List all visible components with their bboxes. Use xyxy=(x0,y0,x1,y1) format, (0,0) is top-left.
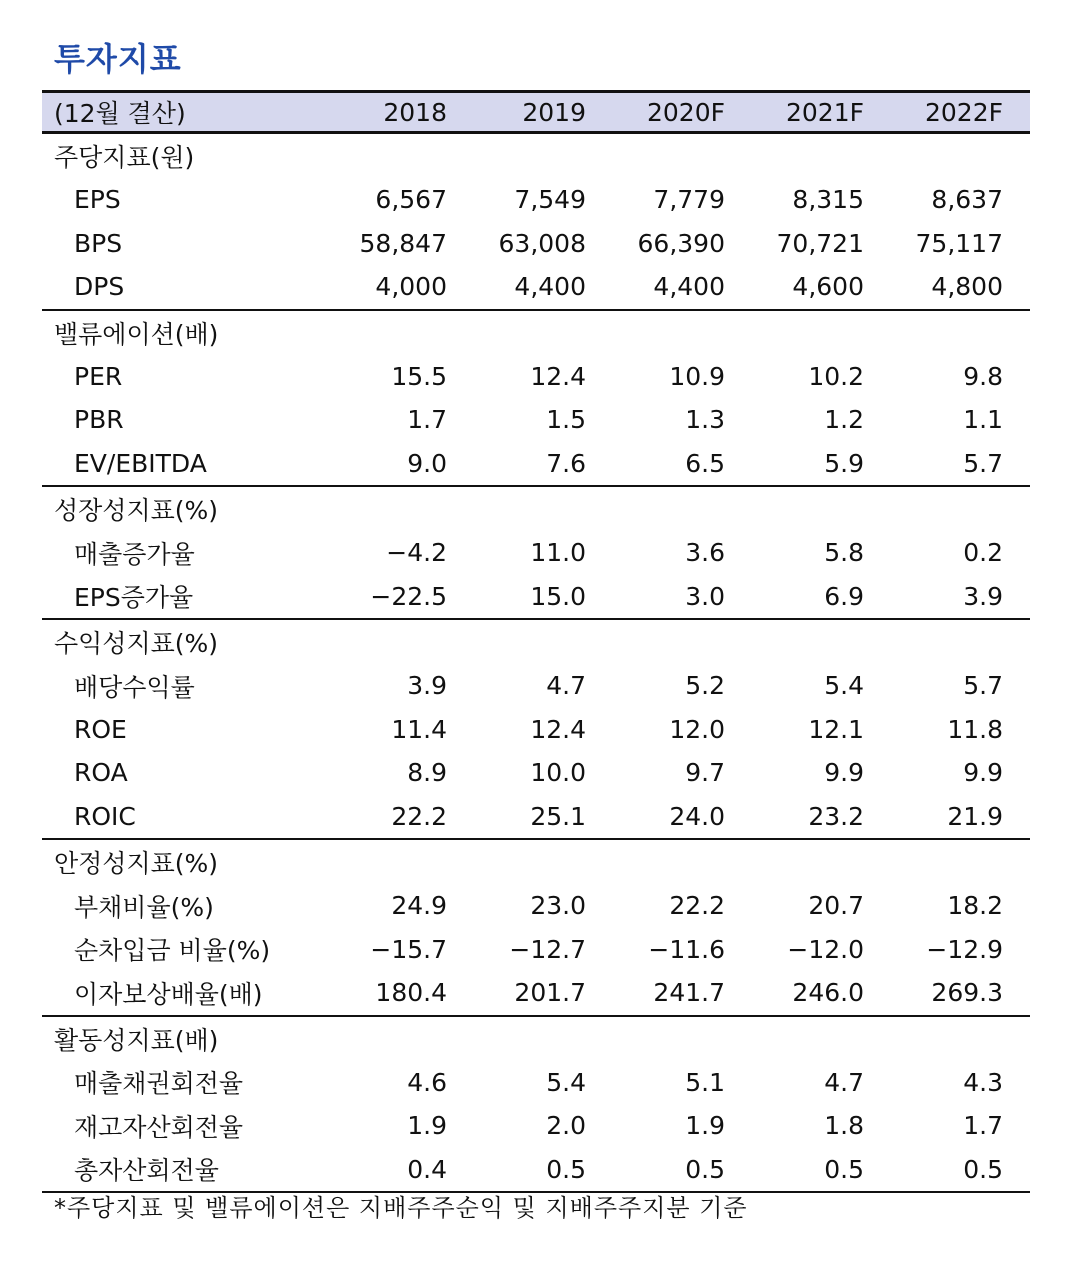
section-group xyxy=(42,620,1030,840)
row-value: 269.3 xyxy=(931,978,1003,1008)
header-year-2022f: 2022F xyxy=(924,97,1003,127)
row-value: 15.5 xyxy=(391,361,447,391)
section-group xyxy=(42,311,1030,488)
section-group xyxy=(42,134,1030,311)
row-value: −22.5 xyxy=(370,581,447,611)
row-value: 5.7 xyxy=(963,448,1003,478)
row-value: 4,800 xyxy=(931,272,1003,302)
table-row xyxy=(42,664,1030,708)
row-value: 1.7 xyxy=(407,405,447,435)
row-value: 23.2 xyxy=(808,801,864,831)
section-title: 활동성지표(배) xyxy=(54,1025,219,1055)
row-value: 0.4 xyxy=(407,1154,447,1184)
row-value: −15.7 xyxy=(370,934,447,964)
table-row xyxy=(42,708,1030,752)
table-row xyxy=(42,575,1030,619)
row-label: PBR xyxy=(74,405,124,435)
table-header xyxy=(42,90,1030,134)
row-value: 24.9 xyxy=(391,891,447,921)
row-label: ROIC xyxy=(74,801,136,831)
row-value: 3.9 xyxy=(963,581,1003,611)
row-value: 10.2 xyxy=(808,361,864,391)
header-year-2018: 2018 xyxy=(383,97,447,127)
row-value: 5.8 xyxy=(824,538,864,568)
row-value: 58,847 xyxy=(359,228,447,258)
row-value: −12.7 xyxy=(509,934,586,964)
row-value: 12.0 xyxy=(669,714,725,744)
section-title-row xyxy=(42,840,1030,884)
row-value: 12.4 xyxy=(530,361,586,391)
row-value: 9.9 xyxy=(963,758,1003,788)
row-label: DPS xyxy=(74,272,125,302)
row-value: 1.3 xyxy=(685,405,725,435)
row-value: 241.7 xyxy=(653,978,725,1008)
row-label: 부채비율(%) xyxy=(74,892,214,922)
row-value: 12.4 xyxy=(530,714,586,744)
row-value: 10.0 xyxy=(530,758,586,788)
row-value: 6.5 xyxy=(685,448,725,478)
row-value: 9.7 xyxy=(685,758,725,788)
table-row xyxy=(42,884,1030,928)
row-value: −12.9 xyxy=(926,934,1003,964)
row-value: 0.5 xyxy=(685,1154,725,1184)
row-value: 0.5 xyxy=(963,1154,1003,1184)
row-value: 10.9 xyxy=(669,361,725,391)
table-row xyxy=(42,398,1030,442)
header-fiscal-label: (12월 결산) xyxy=(54,99,186,128)
row-value: 11.4 xyxy=(391,714,447,744)
section-group xyxy=(42,840,1030,1017)
row-value: 7,779 xyxy=(653,185,725,215)
row-value: 4,400 xyxy=(653,272,725,302)
row-value: 7.6 xyxy=(546,448,586,478)
row-value: 180.4 xyxy=(375,978,447,1008)
row-value: 3.9 xyxy=(407,671,447,701)
row-value: 9.0 xyxy=(407,448,447,478)
section-title: 성장성지표(%) xyxy=(54,496,219,525)
row-value: 22.2 xyxy=(391,801,447,831)
row-label: 이자보상배율(배) xyxy=(74,979,263,1009)
row-value: 201.7 xyxy=(514,978,586,1008)
row-value: 5.7 xyxy=(963,671,1003,701)
row-value: 7,549 xyxy=(514,185,586,215)
row-value: 9.9 xyxy=(824,758,864,788)
table-row xyxy=(42,751,1030,795)
row-label: 순차입금 비율(%) xyxy=(74,936,271,966)
row-value: 5.4 xyxy=(546,1067,586,1097)
row-value: 11.8 xyxy=(947,714,1003,744)
row-value: 4,400 xyxy=(514,272,586,302)
header-year-2021f: 2021F xyxy=(785,97,864,127)
row-value: 8,637 xyxy=(931,185,1003,215)
row-label: 재고자산회전율 xyxy=(74,1112,244,1142)
row-value: 23.0 xyxy=(530,891,586,921)
row-label: BPS xyxy=(74,228,123,258)
section-title: 안정성지표(%) xyxy=(54,849,219,878)
row-value: 15.0 xyxy=(530,581,586,611)
section-title: 밸류에이션(배) xyxy=(54,319,219,349)
table-row xyxy=(42,1148,1030,1192)
footnote: *주당지표 및 밸류에이션은 지배주주순익 및 지배주주지분 기준 xyxy=(54,1194,748,1222)
table-row xyxy=(42,442,1030,486)
row-value: 63,008 xyxy=(498,228,586,258)
row-label: 매출증가율 xyxy=(74,539,195,569)
row-label: ROA xyxy=(74,758,128,788)
row-value: 75,117 xyxy=(915,228,1003,258)
row-value: 1.8 xyxy=(824,1111,864,1141)
row-value: 5.9 xyxy=(824,448,864,478)
row-value: 8.9 xyxy=(407,758,447,788)
header-year-2020f: 2020F xyxy=(646,97,725,127)
row-value: 4.7 xyxy=(824,1067,864,1097)
row-label: ROE xyxy=(74,714,127,744)
investment-indicators-table xyxy=(42,90,1030,1193)
row-value: 18.2 xyxy=(947,891,1003,921)
row-value: 1.7 xyxy=(963,1111,1003,1141)
row-value: 4.3 xyxy=(963,1067,1003,1097)
table-row xyxy=(42,1104,1030,1148)
row-value: 3.0 xyxy=(685,581,725,611)
section-title: 수익성지표(%) xyxy=(54,629,219,658)
page-title: 투자지표 xyxy=(54,40,182,78)
section-title-row xyxy=(42,487,1030,531)
table-row xyxy=(42,355,1030,399)
row-value: 25.1 xyxy=(530,801,586,831)
row-value: 4.6 xyxy=(407,1067,447,1097)
table-row xyxy=(42,928,1030,972)
row-value: 22.2 xyxy=(669,891,725,921)
row-value: 0.5 xyxy=(546,1154,586,1184)
row-label: 총자산회전율 xyxy=(74,1156,219,1186)
row-value: 5.2 xyxy=(685,671,725,701)
row-value: 1.5 xyxy=(546,405,586,435)
row-label: EPS증가율 xyxy=(74,583,194,613)
row-value: 4,000 xyxy=(375,272,447,302)
section-title-row xyxy=(42,134,1030,178)
row-label: EPS xyxy=(74,185,121,215)
row-value: 11.0 xyxy=(530,538,586,568)
row-value: 4,600 xyxy=(792,272,864,302)
row-value: 0.2 xyxy=(963,538,1003,568)
row-value: 5.4 xyxy=(824,671,864,701)
section-title-row xyxy=(42,1017,1030,1061)
row-value: 21.9 xyxy=(947,801,1003,831)
section-title: 주당지표(원) xyxy=(54,143,195,172)
header-year-2019: 2019 xyxy=(522,97,586,127)
row-value: 4.7 xyxy=(546,671,586,701)
section-group xyxy=(42,1017,1030,1194)
row-value: 8,315 xyxy=(792,185,864,215)
row-label: EV/EBITDA xyxy=(74,448,207,478)
row-value: 1.2 xyxy=(824,405,864,435)
section-title-row xyxy=(42,311,1030,355)
row-value: 20.7 xyxy=(808,891,864,921)
row-value: 9.8 xyxy=(963,361,1003,391)
row-value: 1.9 xyxy=(407,1111,447,1141)
section-group xyxy=(42,487,1030,620)
table-row xyxy=(42,265,1030,309)
row-value: 66,390 xyxy=(637,228,725,258)
row-value: 1.1 xyxy=(963,405,1003,435)
row-value: 5.1 xyxy=(685,1067,725,1097)
row-value: 2.0 xyxy=(546,1111,586,1141)
table-body xyxy=(42,134,1030,1193)
row-value: 6.9 xyxy=(824,581,864,611)
row-value: 3.6 xyxy=(685,538,725,568)
table-row xyxy=(42,178,1030,222)
row-value: −12.0 xyxy=(787,934,864,964)
row-label: 배당수익률 xyxy=(74,672,195,702)
table-row xyxy=(42,1061,1030,1105)
table-row xyxy=(42,971,1030,1015)
row-value: 70,721 xyxy=(776,228,864,258)
row-value: 246.0 xyxy=(792,978,864,1008)
table-row xyxy=(42,222,1030,266)
row-value: 6,567 xyxy=(375,185,447,215)
row-value: −4.2 xyxy=(386,538,447,568)
row-value: 0.5 xyxy=(824,1154,864,1184)
section-title-row xyxy=(42,620,1030,664)
table-row xyxy=(42,531,1030,575)
row-label: 매출채권회전율 xyxy=(74,1069,244,1099)
table-row xyxy=(42,795,1030,839)
row-value: 1.9 xyxy=(685,1111,725,1141)
row-label: PER xyxy=(74,361,123,391)
row-value: 12.1 xyxy=(808,714,864,744)
row-value: 24.0 xyxy=(669,801,725,831)
row-value: −11.6 xyxy=(648,934,725,964)
